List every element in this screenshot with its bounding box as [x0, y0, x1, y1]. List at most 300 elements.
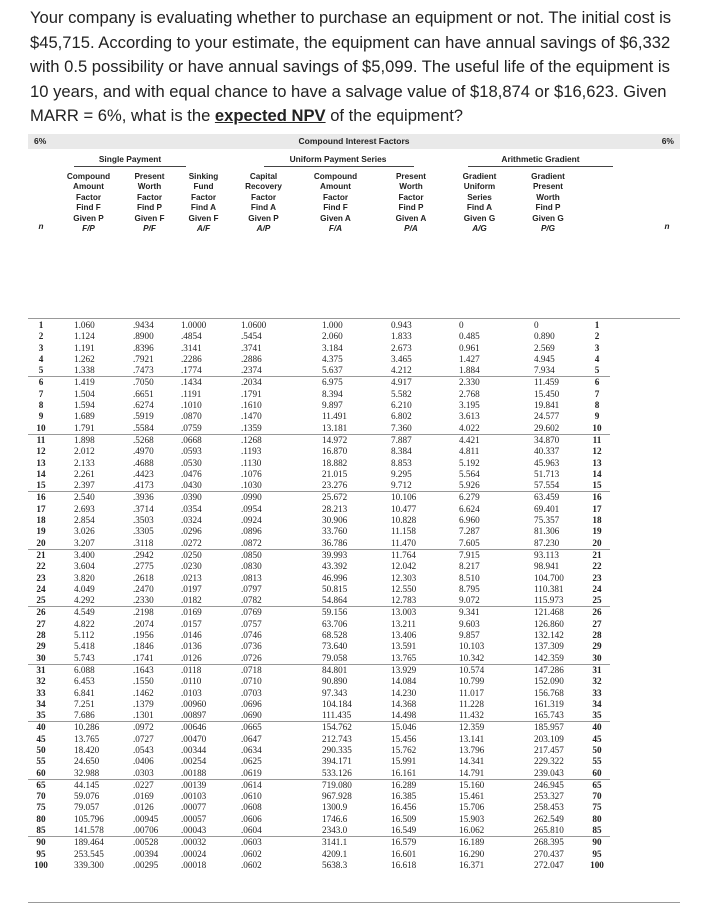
factor-cell: .2374 [241, 365, 262, 376]
column-header-line: Gradient [462, 172, 497, 181]
factor-cell: 189.464 [54, 837, 123, 849]
row-period-left: 95 [36, 848, 46, 859]
factor-cell: 1.000 [322, 320, 343, 330]
factor-cell: 13.406 [391, 630, 417, 641]
row-period-right: 17 [592, 503, 602, 514]
factor-cell: 1.124 [74, 331, 95, 342]
table-row [28, 756, 610, 767]
factor-cell: 3141.1 [296, 837, 375, 849]
row-period-right: 95 [592, 848, 602, 859]
factor-cell: 8.853 [391, 457, 412, 468]
factor-cell: 1.338 [74, 365, 95, 376]
factor-cell: 2.540 [54, 492, 123, 504]
row-period-left: 60 [36, 767, 46, 778]
factor-cell: .0169 [133, 791, 154, 802]
table-row [28, 549, 610, 561]
factor-cell: 339.300 [74, 859, 104, 870]
row-period-right: 70 [592, 791, 602, 802]
row-period-right: 28 [592, 630, 602, 641]
factor-cell: 239.043 [534, 767, 564, 778]
factor-cell: 50.815 [322, 583, 348, 594]
table-row [28, 584, 610, 595]
factor-cell: .5584 [133, 422, 154, 433]
factor-cell: .0896 [241, 526, 262, 537]
row-period-right: 4 [594, 353, 600, 364]
row-period-left: 5 [38, 365, 44, 376]
factor-cell: 54.864 [322, 595, 348, 606]
column-header-line: Factor [398, 192, 424, 202]
factor-cell: 147.286 [512, 664, 584, 676]
row-period-right: 85 [592, 825, 602, 836]
factor-cell: 79.058 [322, 652, 348, 663]
column-header-n: n [38, 222, 44, 231]
factor-cell: 3.184 [322, 342, 343, 353]
row-period-left: 65 [28, 779, 54, 791]
table-row [28, 849, 610, 860]
row-period-right: 13 [592, 457, 602, 468]
factor-cell: 12.359 [447, 722, 512, 734]
factor-cell: 16.385 [391, 791, 417, 802]
factor-cell: 11.017 [459, 687, 484, 698]
factor-cell: 12.550 [391, 583, 417, 594]
factor-cell: 152.090 [534, 676, 564, 687]
factor-cell: 10.477 [391, 503, 417, 514]
group-underline [74, 166, 186, 167]
factor-cell: 4.049 [74, 583, 95, 594]
factor-cell: .00024 [181, 848, 207, 859]
group-single-payment: Single Payment [98, 154, 162, 164]
row-period-right: 65 [584, 779, 610, 791]
factor-cell: 3.465 [391, 353, 412, 364]
factor-cell: .0126 [181, 652, 202, 663]
factor-cell: 16.161 [391, 767, 417, 778]
factor-cell: .1846 [133, 641, 154, 652]
row-period-right: 100 [590, 859, 604, 870]
factor-cell: 253.327 [534, 791, 564, 802]
factor-cell: 3.820 [74, 572, 95, 583]
row-period-left: 70 [36, 791, 46, 802]
factor-cell: .00706 [133, 825, 159, 836]
row-period-left: 11 [28, 434, 54, 446]
row-period-left: 100 [34, 859, 48, 870]
row-period-right: 30 [592, 652, 602, 663]
row-period-left: 31 [28, 664, 54, 676]
column-header-line: A/G [472, 224, 487, 234]
factor-cell: .4173 [133, 480, 154, 491]
factor-cell: 5.192 [459, 457, 480, 468]
column-header [54, 172, 123, 234]
column-header-line: Find P [535, 203, 561, 213]
factor-cell: 14.972 [296, 434, 375, 446]
column-header-line: Amount [320, 182, 351, 192]
row-period-left: 3 [38, 342, 44, 353]
column-header-line: Compound [313, 172, 358, 181]
factor-cell: 1.594 [74, 400, 95, 411]
factor-cell: .2618 [133, 572, 154, 583]
factor-cell: 5.564 [459, 468, 480, 479]
row-period-right: 24 [592, 583, 602, 594]
factor-cell: 2.060 [322, 331, 343, 342]
row-period-left: 80 [36, 813, 46, 824]
factor-cell: .4423 [133, 468, 154, 479]
factor-cell: 63.459 [512, 492, 584, 504]
factor-cell: .1359 [241, 422, 262, 433]
factor-cell: .0924 [241, 515, 262, 526]
column-header-line: Fund [193, 182, 214, 192]
row-period-left: 29 [36, 641, 46, 652]
factor-cell: 1.833 [391, 331, 412, 342]
row-period-right: 10 [592, 422, 602, 433]
column-header [296, 172, 375, 234]
factor-cell: .0227 [123, 779, 176, 791]
column-header-line: Series [467, 192, 492, 202]
row-period-right: 40 [584, 722, 610, 734]
column-header-line: F/A [328, 224, 343, 234]
row-period-right: 6 [584, 377, 610, 389]
factor-cell: 4.811 [459, 446, 480, 457]
factor-cell: .0593 [181, 446, 202, 457]
factor-cell: 4.022 [459, 422, 480, 433]
factor-cell: 1.884 [459, 365, 480, 376]
factor-cell: 3.026 [74, 526, 95, 537]
factor-cell: 14.791 [459, 767, 485, 778]
factor-cell: 8.795 [459, 583, 480, 594]
row-period-right: 27 [592, 618, 602, 629]
table-row [28, 768, 610, 780]
factor-cell: 13.765 [391, 652, 417, 663]
factor-cell: 75.357 [534, 515, 560, 526]
factor-cell: 14.498 [391, 710, 417, 721]
factor-cell: .7050 [123, 377, 176, 389]
factor-cell: 28.213 [322, 503, 348, 514]
factor-cell: 1746.6 [322, 813, 348, 824]
factor-cell: .3118 [133, 537, 154, 548]
factor-cell: .1791 [241, 388, 262, 399]
factor-cell: .3503 [133, 515, 154, 526]
column-header-line: Given P [248, 213, 279, 223]
factor-cell: 19.841 [534, 400, 560, 411]
factor-cell: 11.228 [459, 698, 484, 709]
factor-cell: .0303 [133, 767, 154, 778]
table-row [28, 607, 610, 619]
factor-cell: .0727 [133, 733, 154, 744]
factor-cell: 97.343 [322, 687, 348, 698]
factor-cell: 7.934 [534, 365, 555, 376]
row-period-left: 15 [36, 480, 46, 491]
factor-cell: .0736 [241, 641, 262, 652]
factor-cell: 1.262 [74, 353, 95, 364]
factor-cell: 14.230 [391, 687, 417, 698]
column-header-line: Given P [73, 213, 104, 223]
column-header-line: Factor [322, 192, 349, 202]
row-period-left: 2 [38, 331, 44, 342]
factor-cell: .0430 [181, 480, 202, 491]
factor-cell: 0.943 [391, 320, 412, 330]
row-period-left: 75 [36, 802, 46, 813]
factor-cell: 59.076 [74, 791, 100, 802]
factor-cell: 2343.0 [322, 825, 348, 836]
factor-cell: .0604 [241, 825, 262, 836]
factor-cell: 14.084 [391, 676, 417, 687]
table-row [28, 320, 610, 331]
factor-cell: 7.605 [459, 537, 480, 548]
question-part1: Your company is evaluating whether to purchase an equipment or not. The initial cost is $45,715. According to your estimate, the equipment can have annual savings of $6,332 with 0.5 possibility or have annual savings of $5,099. The useful life of the equipment is 10 years, and with equal chance to have a salvage value of $18,874 or $16,623. Given MARR = 6%, what is the [30, 8, 672, 126]
row-period-left: 18 [36, 515, 46, 526]
table-row [28, 722, 610, 734]
column-header-line: P/F [143, 224, 156, 234]
factor-cell: 3.207 [74, 537, 95, 548]
factor-cell: 15.762 [391, 744, 417, 755]
factor-cell: 46.996 [322, 572, 348, 583]
factor-cell: 533.126 [322, 767, 352, 778]
factor-cell: 79.057 [74, 802, 100, 813]
factor-cell: .00960 [181, 698, 207, 709]
factor-cell: 15.450 [534, 388, 560, 399]
column-header-line: Factor [190, 192, 217, 202]
factor-cell: .0619 [241, 767, 262, 778]
factor-cell: 24.650 [74, 756, 100, 767]
factor-cell: .0230 [181, 561, 202, 572]
table-row [28, 837, 610, 849]
factor-cell: 2.397 [74, 480, 95, 491]
row-period-left: 85 [36, 825, 46, 836]
factor-cell: .0272 [181, 537, 202, 548]
factor-cell: 272.047 [534, 859, 564, 870]
factor-cell: .1030 [241, 480, 262, 491]
factor-cell: .00470 [181, 733, 207, 744]
factor-cell: 15.991 [391, 756, 417, 767]
factor-cell: 15.706 [459, 802, 485, 813]
table-row [28, 573, 610, 584]
factor-cell: 16.509 [391, 813, 417, 824]
factor-cell: .1643 [123, 664, 176, 676]
factor-cell: 1.427 [459, 353, 480, 364]
table-row [28, 377, 610, 389]
factor-cell: 7.915 [447, 549, 512, 561]
factor-cell: 6.088 [54, 664, 123, 676]
column-header [512, 172, 584, 234]
row-period-right: 9 [594, 411, 600, 422]
factor-cell: .0647 [241, 733, 262, 744]
table-header-bar [28, 134, 680, 149]
factor-cell: 23.276 [322, 480, 348, 491]
factor-cell: 4.945 [534, 353, 555, 364]
table-row [28, 458, 610, 469]
factor-cell: .0406 [133, 756, 154, 767]
factor-cell: .0110 [181, 676, 202, 687]
factor-cell: 69.401 [534, 503, 560, 514]
column-header-line: Sinking [188, 172, 219, 181]
factor-cell: 45.963 [534, 457, 560, 468]
factor-cell: 270.437 [534, 848, 564, 859]
question-part2: of the equipment? [325, 106, 464, 126]
row-period-right: 35 [592, 710, 602, 721]
factor-cell: 719.080 [296, 779, 375, 791]
factor-cell: 13.003 [375, 607, 447, 619]
factor-cell: 5.926 [459, 480, 480, 491]
row-period-right: 29 [592, 641, 602, 652]
table-row [28, 825, 610, 837]
factor-cell: .8396 [133, 342, 154, 353]
factor-cell: 0 [459, 320, 464, 330]
factor-cell: 3.195 [459, 400, 480, 411]
row-period-right: 26 [584, 607, 610, 619]
factor-cell: 212.743 [322, 733, 352, 744]
row-period-right: 45 [592, 733, 602, 744]
factor-cell: 7.686 [74, 710, 95, 721]
factor-cell: 68.528 [322, 630, 348, 641]
factor-cell: .0625 [241, 756, 262, 767]
factor-cell: .0324 [181, 515, 202, 526]
factor-cell: .0634 [241, 744, 262, 755]
factor-cell: .1130 [241, 457, 262, 468]
row-period-left: 24 [36, 583, 46, 594]
table-row [28, 779, 610, 791]
factor-cell: 90.890 [322, 676, 348, 687]
factor-cell: 44.145 [54, 779, 123, 791]
factor-cell: 0.485 [459, 331, 480, 342]
factor-cell: .0602 [241, 848, 262, 859]
factor-cell: 7.251 [74, 698, 95, 709]
factor-cell: 141.578 [74, 825, 104, 836]
factor-cell: 32.988 [74, 767, 100, 778]
factor-cell: .1470 [241, 411, 262, 422]
column-header-line: Factor [136, 192, 163, 202]
factor-cell: .0169 [176, 607, 231, 619]
factor-cell: .1268 [231, 434, 296, 446]
factor-cell: .2775 [133, 561, 154, 572]
factor-cell: .0390 [176, 492, 231, 504]
factor-cell: 1300.9 [322, 802, 348, 813]
factor-cell: 16.870 [322, 446, 348, 457]
factor-cell: 16.062 [459, 825, 485, 836]
row-period-left: 32 [36, 676, 46, 687]
factor-cell: 59.156 [296, 607, 375, 619]
column-header-line: Find A [250, 203, 277, 213]
factor-cell: 5638.3 [322, 859, 348, 870]
row-period-left: 8 [38, 400, 44, 411]
factor-cell: 253.545 [74, 848, 104, 859]
factor-cell: 126.860 [534, 618, 564, 629]
factor-cell: .0703 [241, 687, 262, 698]
rate-label-right: 6% [661, 136, 674, 146]
factor-cell: .0769 [231, 607, 296, 619]
factor-cell: .4854 [181, 331, 202, 342]
column-header-line: Given G [463, 213, 496, 223]
factor-cell: 15.461 [459, 791, 485, 802]
factor-cell: .1550 [133, 676, 154, 687]
factor-cell: .00018 [181, 859, 207, 870]
row-period-right: 22 [592, 561, 602, 572]
factor-cell: .0710 [241, 676, 262, 687]
factor-cell: .1956 [133, 630, 154, 641]
factor-cell: 84.801 [296, 664, 375, 676]
factor-cell: 4.917 [375, 377, 447, 389]
row-period-left: 21 [28, 549, 54, 561]
row-period-right: 80 [592, 813, 602, 824]
factor-cell: .00394 [133, 848, 159, 859]
factor-cell: 121.468 [512, 607, 584, 619]
row-period-left: 33 [36, 687, 46, 698]
table-row [28, 653, 610, 665]
factor-cell: 1.504 [74, 388, 95, 399]
factor-cell: .4688 [133, 457, 154, 468]
factor-cell: 2.261 [74, 468, 95, 479]
column-header-line: A/F [196, 224, 211, 234]
column-header-line: Find F [323, 203, 348, 213]
column-header-line: Present [395, 172, 427, 181]
factor-cell: 1.898 [54, 434, 123, 446]
table-row [28, 400, 610, 411]
factor-cell: 8.510 [459, 572, 480, 583]
factor-cell: 110.381 [534, 583, 564, 594]
factor-cell: .8900 [133, 331, 154, 342]
factor-cell: 16.289 [375, 779, 447, 791]
factor-cell: 15.046 [375, 722, 447, 734]
factor-cell: .0718 [231, 664, 296, 676]
row-period-left: 13 [36, 457, 46, 468]
column-header-line: F/P [82, 224, 95, 234]
row-period-left: 45 [36, 733, 46, 744]
column-header-line: Given A [320, 213, 351, 223]
factor-cell: .00077 [181, 802, 207, 813]
column-header-line: Find P [136, 203, 162, 213]
factor-cell: .5454 [241, 331, 262, 342]
row-period-left: 35 [36, 710, 46, 721]
factor-cell: 217.457 [534, 744, 564, 755]
factor-cell: .00103 [181, 791, 207, 802]
column-header-line: P/A [404, 224, 418, 234]
factor-cell: 265.810 [534, 825, 564, 836]
factor-cell: .0213 [181, 572, 202, 583]
row-period-left: 7 [38, 388, 44, 399]
factor-cell: 268.395 [512, 837, 584, 849]
row-period-left: 9 [38, 411, 44, 422]
row-period-right: 50 [592, 744, 602, 755]
factor-cell: .1434 [176, 377, 231, 389]
row-period-left: 17 [36, 503, 46, 514]
factor-cell: 9.341 [447, 607, 512, 619]
factor-cell: .1462 [133, 687, 154, 698]
factor-cell: 4.822 [74, 618, 95, 629]
table-row [28, 619, 610, 630]
factor-cell: 4.292 [74, 595, 95, 606]
row-period-left: 90 [28, 837, 54, 849]
factor-cell: .0197 [181, 583, 202, 594]
table-row [28, 515, 610, 526]
row-period-right: 19 [592, 526, 602, 537]
table-row [28, 434, 610, 446]
factor-cell: 13.765 [74, 733, 100, 744]
factor-cell: 10.106 [375, 492, 447, 504]
column-header-line: Amount [73, 182, 104, 192]
row-period-right: 23 [592, 572, 602, 583]
table-row [28, 676, 610, 687]
row-period-left: 16 [28, 492, 54, 504]
factor-cell: 185.957 [512, 722, 584, 734]
column-header [447, 172, 512, 234]
table-row [28, 365, 610, 377]
factor-cell: 6.624 [459, 503, 480, 514]
factor-cell: 18.420 [74, 744, 100, 755]
factor-cell: .00043 [181, 825, 207, 836]
factor-cell: .00254 [181, 756, 207, 767]
table-row [28, 469, 610, 480]
factor-cell: .0608 [241, 802, 262, 813]
factor-cell: .0746 [241, 630, 262, 641]
column-header [176, 172, 231, 234]
row-period-left: 4 [38, 353, 44, 364]
